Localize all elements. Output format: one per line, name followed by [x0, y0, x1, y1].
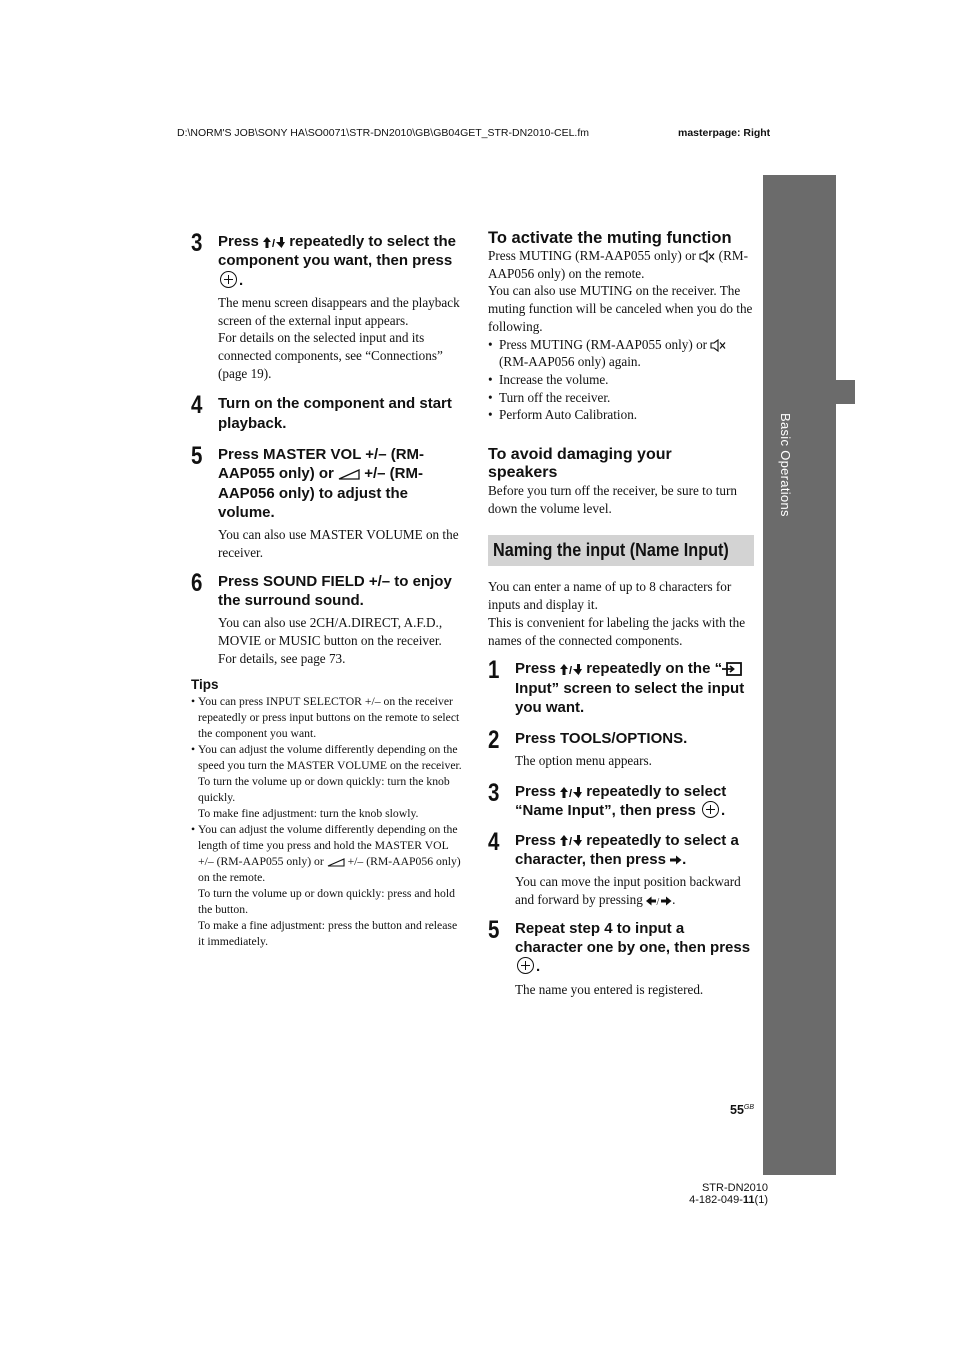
- step-number: 3: [191, 229, 203, 257]
- step-title: Press SOUND FIELD +/– to enjoy the surround sound.: [218, 572, 452, 609]
- muting-paragraph: Press MUTING (RM-AAP055 only) or (RM-AAP056 only) on the remote.: [488, 248, 748, 281]
- step-title: Turn on the component and start playback.: [218, 395, 452, 432]
- section-side-tab: [763, 175, 836, 1175]
- step-number: 1: [488, 656, 500, 685]
- step-body: The option menu appears.: [515, 753, 652, 769]
- right-arrow-icon: [670, 855, 682, 865]
- tips-list: [191, 694, 463, 950]
- step-body: You can also use MASTER VOLUME on the receiver.: [218, 527, 459, 560]
- step-4-start-playback: [191, 391, 463, 433]
- name-input-intro: You can enter a name of up to 8 characters for inputs and display it. This is convenient for labeling the jacks with the names of the connected components.: [488, 579, 746, 648]
- step-number: 5: [191, 442, 203, 470]
- up-down-arrows-icon: [560, 663, 582, 676]
- step-title: Press / repeatedly on the “ Input” screen to select the input you want.: [515, 660, 745, 716]
- avoid-damage-heading: To avoid damaging your speakers: [488, 446, 672, 482]
- mute-speaker-icon: [710, 339, 726, 352]
- list-item: • Turn off the receiver.: [488, 389, 754, 407]
- avoid-damage-body: Before you turn off the receiver, be sure to turn down the volume level.: [488, 483, 737, 516]
- tip-item: • You can press INPUT SELECTOR +/– on the receiver repeatedly or press input buttons on the remote to select the component you want.: [191, 694, 463, 742]
- step-number: 6: [191, 568, 203, 597]
- input-icon: [722, 662, 742, 676]
- svg-text:/: /: [569, 787, 573, 799]
- step-title: Press MASTER VOL +/– (RM-AAP055 only) or +/– (RM-AAP056 only) to adjust the volume.: [218, 446, 425, 521]
- name-step-4: [488, 827, 754, 909]
- right-column: [488, 229, 754, 1004]
- up-down-arrows-icon: [263, 236, 285, 249]
- svg-text:/: /: [272, 237, 276, 249]
- muting-cancel-list: [488, 336, 754, 425]
- section-side-label: Basic Operations: [778, 413, 793, 517]
- enter-circle-icon: [702, 801, 719, 818]
- name-step-1: [488, 656, 754, 717]
- volume-wedge-icon: [338, 469, 360, 480]
- step-title: Press / repeatedly to select “Name Input”, then press .: [515, 783, 727, 820]
- header-file-path: D:\NORM'S JOB\SONY HA\SO0071\STR-DN2010\GB\GB04GET_STR-DN2010-CEL.fm: [177, 127, 590, 139]
- svg-text:/: /: [569, 836, 573, 848]
- enter-circle-icon: [220, 271, 237, 288]
- step-5-adjust-volume: [191, 442, 463, 562]
- step-number: 5: [488, 915, 500, 944]
- step-title: Press / repeatedly to select the component you want, then press .: [218, 233, 456, 289]
- step-body: You can move the input position backward and forward by pressing / .: [515, 874, 741, 908]
- step-body: The name you entered is registered.: [515, 981, 704, 997]
- list-item: • Perform Auto Calibration.: [488, 406, 754, 424]
- step-number: 4: [191, 391, 203, 420]
- mute-speaker-icon: [699, 250, 715, 263]
- header-masterpage: masterpage: Right: [678, 127, 771, 139]
- name-step-5: [488, 915, 754, 999]
- up-down-arrows-icon: [560, 834, 582, 847]
- up-down-arrows-icon: [560, 786, 582, 799]
- muting-heading: To activate the muting function: [488, 229, 732, 247]
- tip-item: • You can adjust the volume differently depending on the length of time you press and hold the MASTER VOL +/– (RM-AAP055 only) or +/– (RM-AAP056 only) on the remote. To turn the volume up or down quickly: press and hold the button. To make a fine adjustment: press the button and release it immediately.: [191, 822, 463, 950]
- name-step-3: [488, 779, 754, 821]
- list-item: • Increase the volume.: [488, 371, 754, 389]
- section-side-marker: [836, 380, 855, 404]
- step-number: 4: [488, 827, 500, 856]
- list-item: • Press MUTING (RM-AAP055 only) or (RM-AAP056 only) again.: [488, 336, 754, 371]
- step-body: You can also use 2CH/A.DIRECT, A.F.D., MOVIE or MUSIC button on the receiver. For details, see page 73.: [218, 615, 443, 666]
- name-step-2: [488, 726, 754, 770]
- step-3-select-component: [191, 229, 463, 382]
- section-band-name-input: [488, 535, 754, 566]
- left-right-arrows-icon: [646, 896, 672, 906]
- svg-text:/: /: [569, 664, 573, 676]
- step-title: Repeat step 4 to input a character one by one, then press .: [515, 919, 751, 976]
- step-number: 3: [488, 779, 500, 808]
- step-6-sound-field: [191, 568, 463, 668]
- tips-heading: Tips: [191, 677, 219, 693]
- volume-wedge-icon: [327, 858, 345, 867]
- footer-model-code: STR-DN2010 4-182-049-11(1): [689, 1182, 768, 1206]
- step-body: The menu screen disappears and the playback screen of the external input appears. For details on the selected input and its connected components, see “Connections” (page 19).: [218, 294, 460, 381]
- step-number: 2: [488, 726, 500, 755]
- step-title: Press TOOLS/OPTIONS.: [515, 730, 688, 748]
- enter-circle-icon: [517, 957, 534, 974]
- page-number: $55^{GB}$: [730, 1103, 755, 1117]
- muting-paragraph-2: You can also use MUTING on the receiver. The muting function will be canceled when you do the following.: [488, 283, 753, 334]
- tip-item: • You can adjust the volume differently depending on the speed you turn the MASTER VOLUME on the receiver. To turn the volume up or down quickly: turn the knob quickly. To make fine adjustment: turn the knob slowly.: [191, 742, 463, 822]
- left-column: [191, 229, 463, 950]
- svg-text:/: /: [656, 897, 660, 906]
- section-band-title: Naming the input (Name Input): [493, 540, 729, 561]
- step-title: Press / repeatedly to select a character, then press .: [515, 831, 739, 869]
